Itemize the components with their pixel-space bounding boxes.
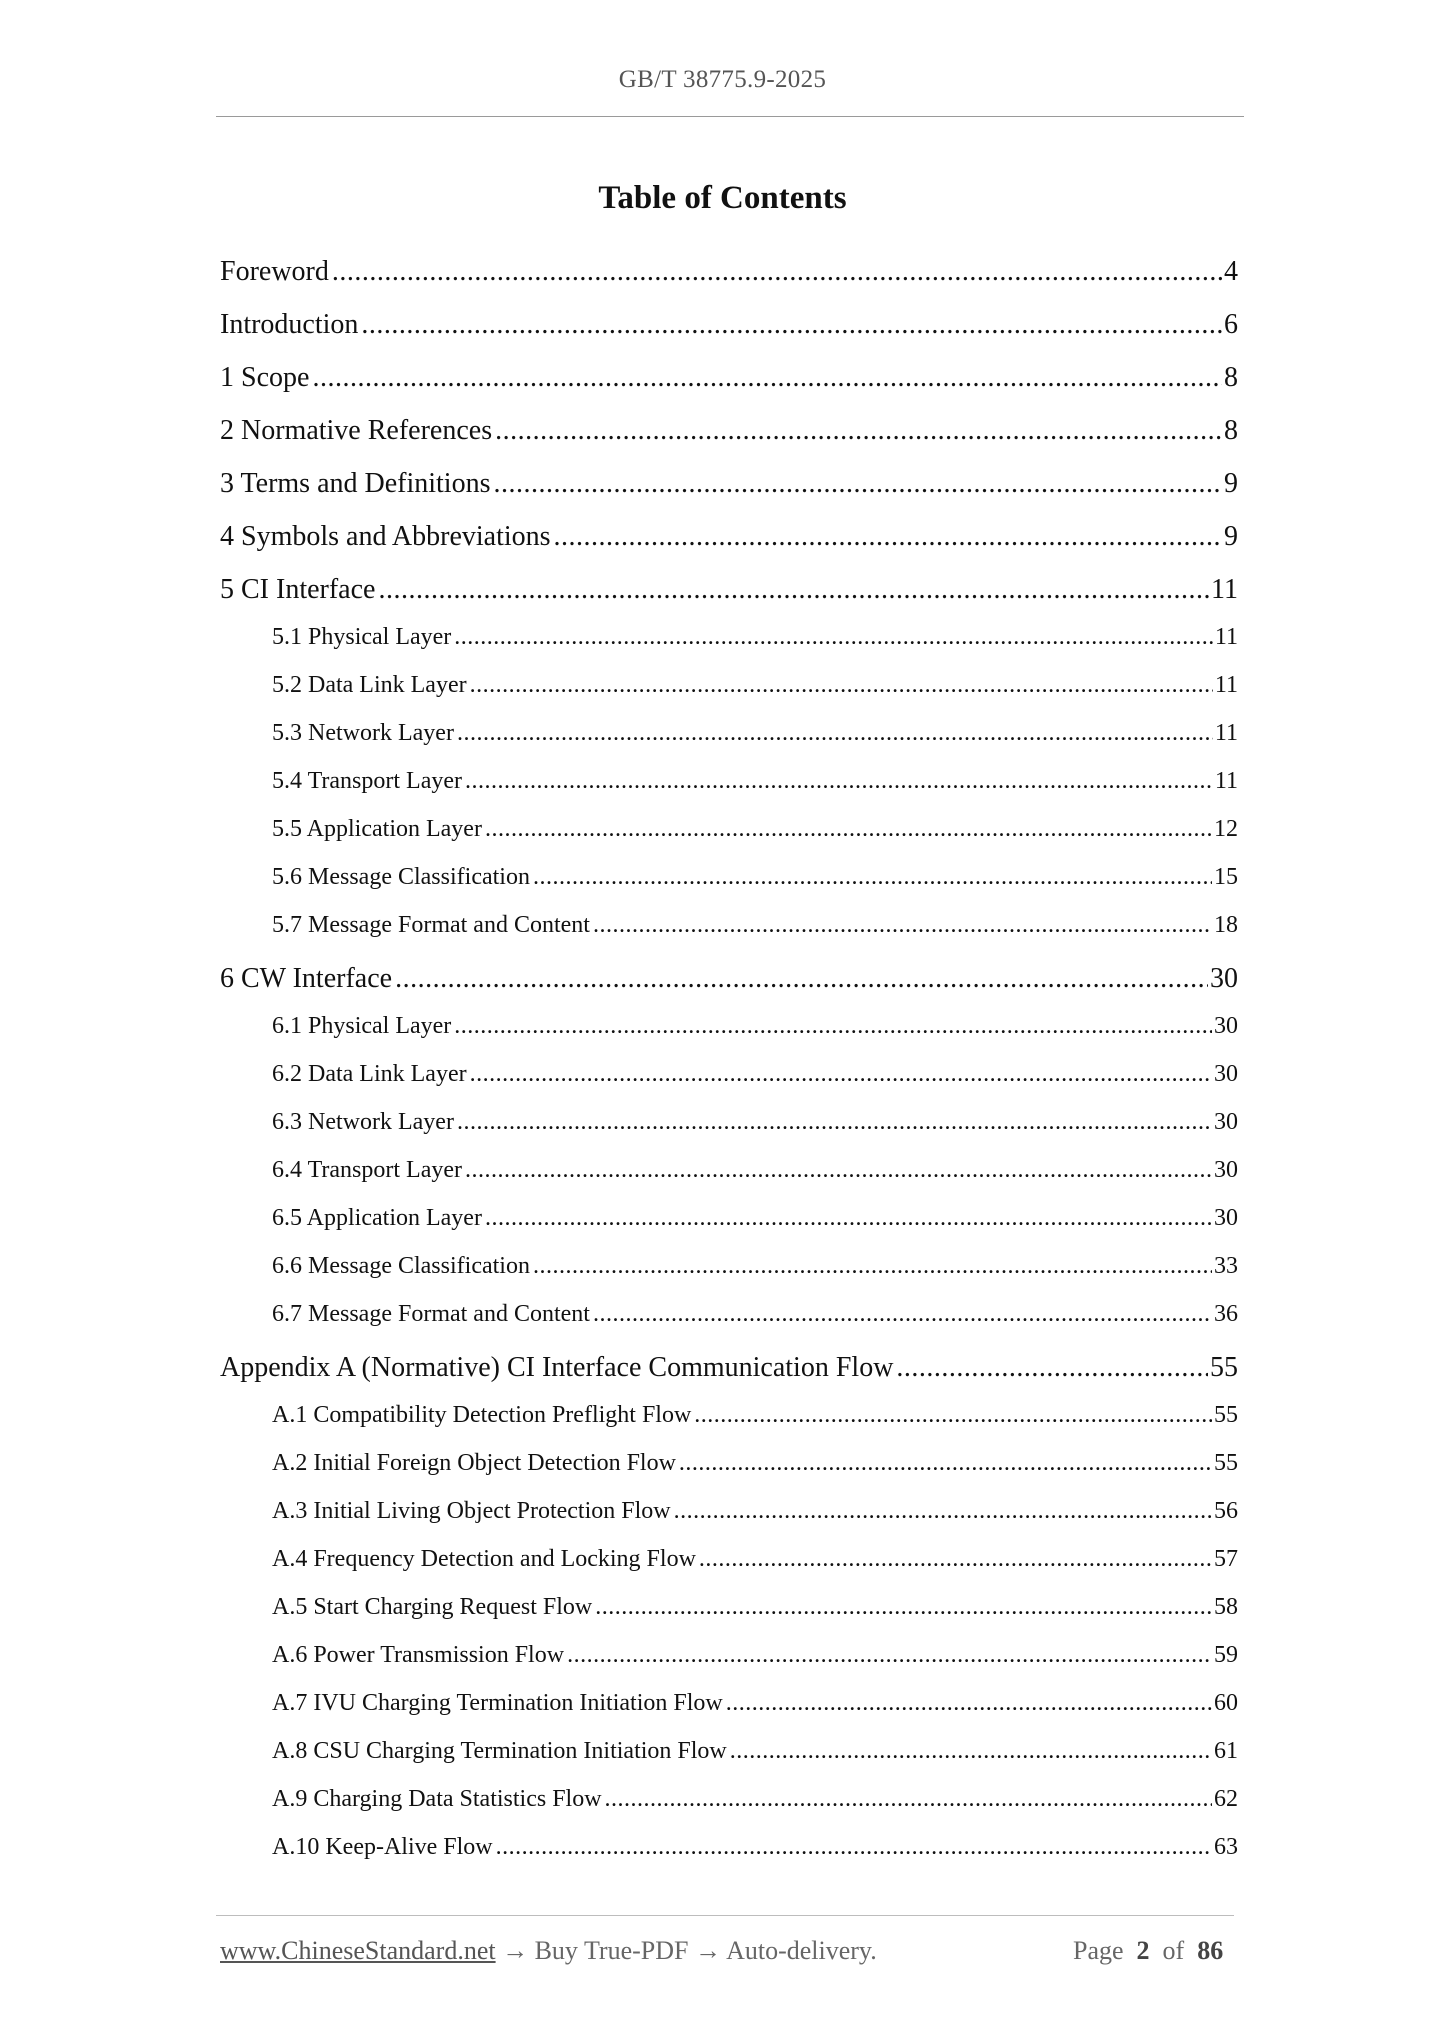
toc-entry-label: 5.5 Application Layer [272,816,482,842]
toc-entry[interactable] [272,1690,1238,1717]
toc-entry-page: 62 [1214,1786,1238,1812]
dot-leader [465,768,1213,795]
delivery-text: Auto-delivery. [726,1936,877,1965]
toc-entry[interactable] [220,468,1238,500]
toc-entry-label: A.4 Frequency Detection and Locking Flow [272,1546,696,1572]
toc-entry-page: 18 [1214,912,1238,938]
toc-entry-page: 56 [1214,1498,1238,1524]
toc-entry-label: A.7 IVU Charging Termination Initiation Flow [272,1690,723,1716]
dot-leader [699,1546,1212,1573]
dot-leader [495,415,1222,447]
website-link[interactable]: www.ChineseStandard.net [220,1936,496,1965]
toc-entry[interactable] [272,1834,1238,1861]
toc-entry-page: 4 [1224,256,1238,287]
toc-entry-label: 6.4 Transport Layer [272,1157,462,1183]
dot-leader [593,912,1212,939]
toc-entry-label: Introduction [220,309,359,340]
toc-entry-page: 33 [1214,1253,1238,1279]
toc-entry-page: 60 [1214,1690,1238,1716]
toc-entry-page: 55 [1214,1450,1238,1476]
toc-entry-label: 5.3 Network Layer [272,720,454,746]
dot-leader [465,1157,1212,1184]
dot-leader [470,672,1213,699]
toc-entry-page: 58 [1214,1594,1238,1620]
toc-entry[interactable] [272,1061,1238,1088]
toc-entry-label: Appendix A (Normative) CI Interface Communication Flow [220,1352,894,1383]
toc-entry-page: 12 [1214,816,1238,842]
dot-leader [454,624,1213,651]
toc-entry-label: 5 CI Interface [220,574,376,605]
toc-entry[interactable] [272,1594,1238,1621]
toc-entry-label: 6.3 Network Layer [272,1109,454,1135]
toc-entry[interactable] [272,1786,1238,1813]
toc-entry[interactable] [272,1253,1238,1280]
toc-entry[interactable] [272,1109,1238,1136]
toc-entry-page: 30 [1210,963,1238,994]
toc-entry-page: 11 [1214,672,1238,698]
buy-text: Buy True-PDF [534,1936,689,1965]
toc-entry-page: 11 [1214,768,1238,794]
toc-entry[interactable] [272,1738,1238,1765]
page-word: Page [1073,1936,1124,1965]
toc-entry-page: 11 [1214,624,1238,650]
toc-entry-label: 6 CW Interface [220,963,393,994]
toc-entry-page: 36 [1214,1301,1238,1327]
toc-entry[interactable] [220,415,1238,447]
dot-leader [605,1786,1212,1813]
dot-leader [496,1834,1212,1861]
toc-entry[interactable] [272,1205,1238,1232]
toc-entry-label: 6.1 Physical Layer [272,1013,452,1039]
toc-entry-label: 3 Terms and Definitions [220,468,491,499]
toc-entry-label: A.9 Charging Data Statistics Flow [272,1786,602,1812]
toc-entry[interactable] [272,1642,1238,1669]
dot-leader [694,1402,1212,1429]
toc-entry[interactable] [272,1157,1238,1184]
arrow-icon: → [695,1936,721,1965]
dot-leader [896,1352,1208,1384]
total-pages: 86 [1197,1936,1224,1965]
dot-leader [493,468,1222,500]
dot-leader [454,1013,1212,1040]
toc-entry-page: 30 [1214,1061,1238,1087]
dot-leader [730,1738,1212,1765]
dot-leader [312,362,1222,394]
current-page: 2 [1136,1936,1150,1965]
toc-entry[interactable] [272,1546,1238,1573]
toc-entry[interactable] [272,1498,1238,1525]
dot-leader [726,1690,1212,1717]
toc-entry[interactable] [220,521,1238,553]
toc-entry-page: 15 [1214,864,1238,890]
toc-entry-page: 8 [1224,362,1238,393]
toc-entry-page: 57 [1214,1546,1238,1572]
arrow-icon: → [502,1936,529,1965]
toc-entry-label: A.2 Initial Foreign Object Detection Flow [272,1450,676,1476]
toc-entry-label: 5.7 Message Format and Content [272,912,590,938]
footer-divider [216,1915,1234,1916]
toc-entry-page: 30 [1214,1109,1238,1135]
document-code-header: GB/T 38775.9-2025 [618,66,827,93]
toc-entry-page: 30 [1214,1205,1238,1231]
toc-entry[interactable] [272,672,1238,699]
dot-leader [679,1450,1212,1477]
page-number [1073,1936,1223,1966]
dot-leader [485,816,1212,843]
toc-entry-page: 55 [1214,1402,1238,1428]
toc-entry-label: A.6 Power Transmission Flow [272,1642,565,1668]
toc-entry-label: 5.1 Physical Layer [272,624,452,650]
toc-entry-page: 11 [1214,720,1238,746]
page-title: Table of Contents [598,180,847,216]
toc-entry[interactable] [272,864,1238,891]
dot-leader [595,1594,1212,1621]
toc-entry-page: 63 [1214,1834,1238,1860]
dot-leader [332,256,1222,288]
dot-leader [378,574,1209,606]
toc-entry-label: 2 Normative References [220,415,493,446]
toc-entry[interactable] [220,362,1238,394]
toc-entry-label: 6.6 Message Classification [272,1253,530,1279]
dot-leader [533,864,1212,891]
toc-entry-page: 11 [1211,574,1238,605]
of-word: of [1162,1936,1185,1965]
toc-entry-label: A.8 CSU Charging Termination Initiation Flow [272,1738,727,1764]
toc-entry-page: 6 [1224,309,1238,340]
toc-entry-page: 61 [1214,1738,1238,1764]
toc-entry[interactable] [272,1402,1238,1429]
toc-entry-label: A.5 Start Charging Request Flow [272,1594,593,1620]
toc-entry-label: 4 Symbols and Abbreviations [220,521,551,552]
toc-entry-page: 30 [1214,1013,1238,1039]
toc-entry-label: 5.4 Transport Layer [272,768,462,794]
toc-entry-label: 6.7 Message Format and Content [272,1301,590,1327]
toc-entry-label: 6.2 Data Link Layer [272,1061,467,1087]
toc-entry[interactable] [220,574,1238,606]
toc-entry[interactable] [220,256,1238,288]
toc-entry[interactable] [272,1301,1238,1328]
toc-entry[interactable] [220,309,1238,341]
dot-leader [485,1205,1212,1232]
toc-entry[interactable] [272,624,1238,651]
toc-entry-page: 9 [1224,468,1238,499]
toc-entry-label: A.10 Keep-Alive Flow [272,1834,493,1860]
dot-leader [567,1642,1212,1669]
toc-entry[interactable] [272,912,1238,939]
toc-entry-page: 59 [1214,1642,1238,1668]
toc-entry-label: 6.5 Application Layer [272,1205,482,1231]
dot-leader [457,720,1213,747]
toc-entry-page: 8 [1224,415,1238,446]
toc-entry-label: A.3 Initial Living Object Protection Flow [272,1498,671,1524]
toc-entry[interactable] [220,963,1238,995]
toc-entry[interactable] [272,1013,1238,1040]
dot-leader [593,1301,1212,1328]
toc-entry[interactable] [272,720,1238,747]
toc-entry-label: A.1 Compatibility Detection Preflight Flow [272,1402,692,1428]
toc-entry[interactable] [272,1450,1238,1477]
dot-leader [554,521,1222,553]
toc-entry-page: 9 [1224,521,1238,552]
dot-leader [457,1109,1212,1136]
toc-entry-page: 55 [1210,1352,1238,1383]
dot-leader [361,309,1222,341]
toc-entry-label: 1 Scope [220,362,310,393]
toc-entry[interactable] [272,816,1238,843]
toc-entry-page: 30 [1214,1157,1238,1183]
dot-leader [395,963,1208,995]
dot-leader [533,1253,1212,1280]
toc-entry-label: 5.6 Message Classification [272,864,530,890]
toc-entry-label: Foreword [220,256,329,287]
toc-entry-label: 5.2 Data Link Layer [272,672,467,698]
toc-entry[interactable] [272,768,1238,795]
dot-leader [470,1061,1212,1088]
footer-promo [220,1936,877,1966]
dot-leader [674,1498,1212,1525]
toc-entry[interactable] [220,1352,1238,1384]
